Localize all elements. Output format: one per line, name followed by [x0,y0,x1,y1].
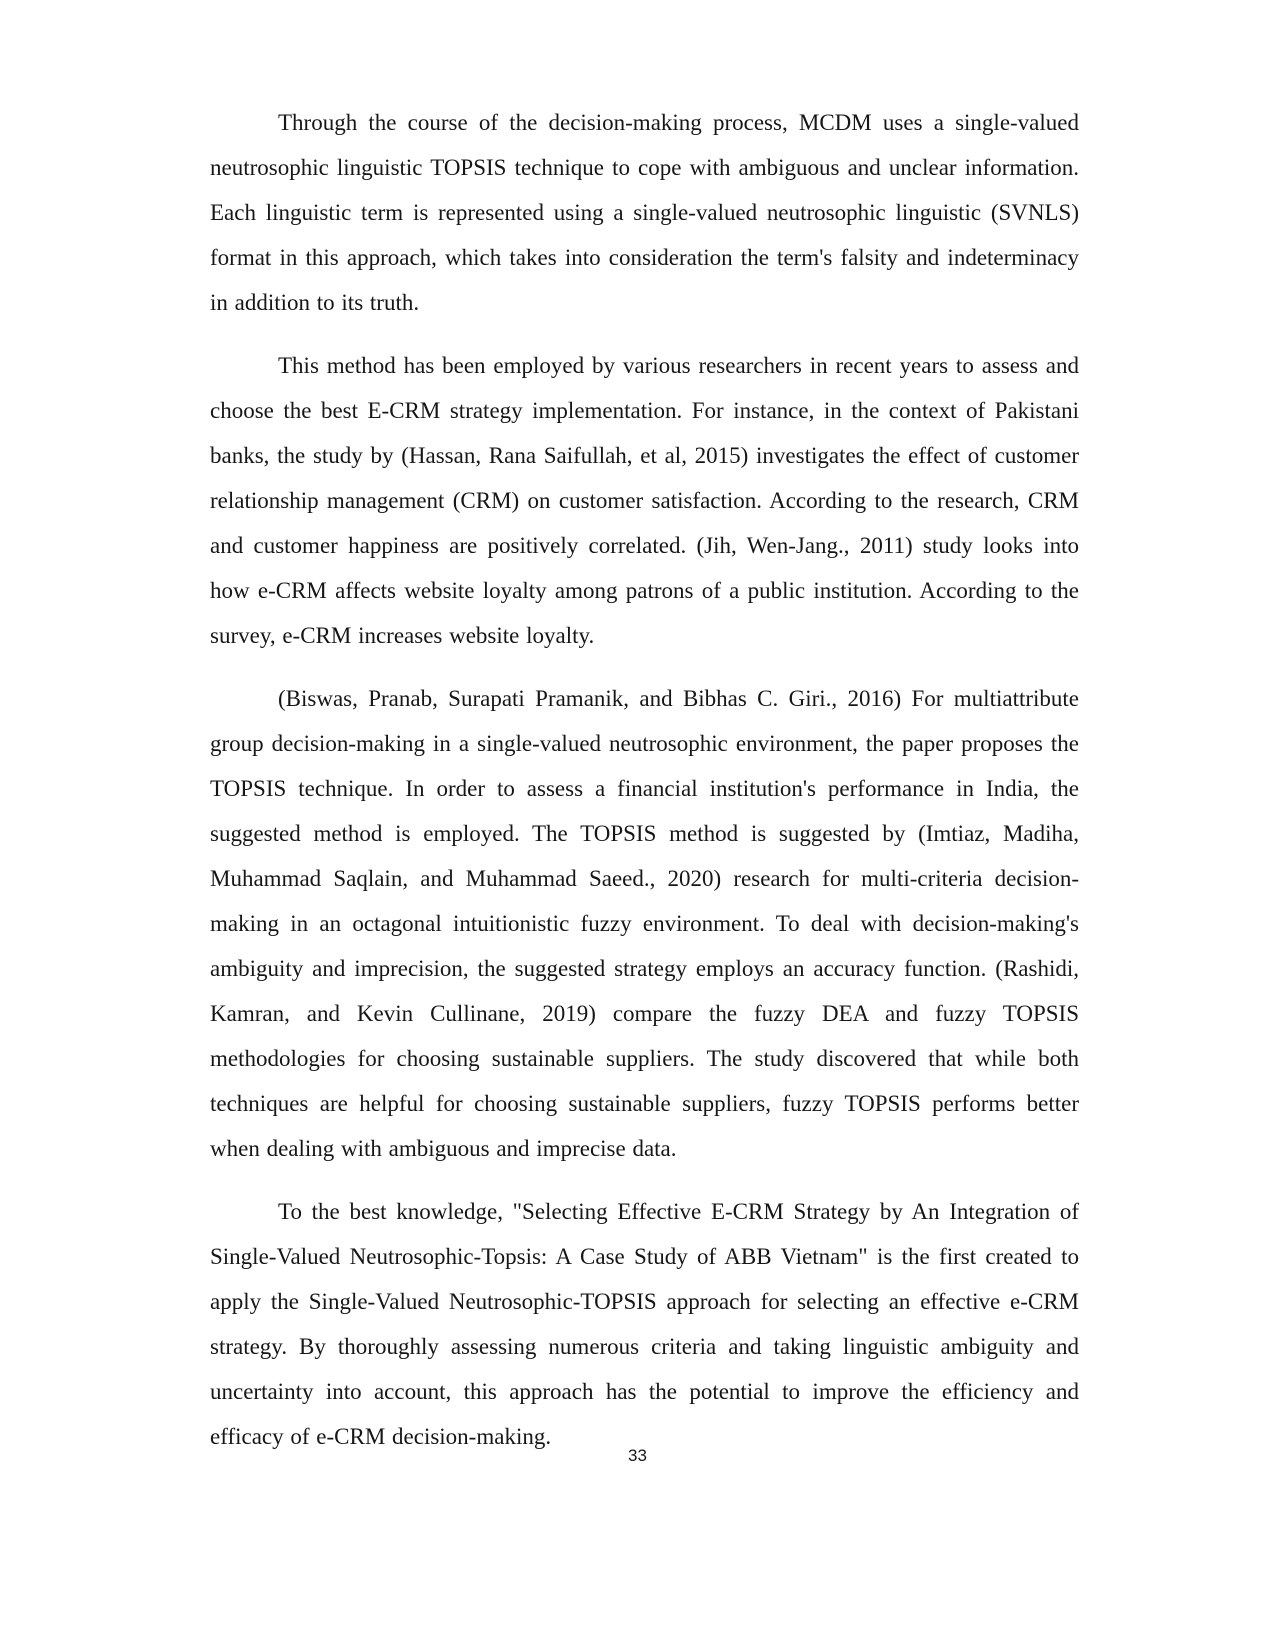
paragraph: Through the course of the decision-making process, MCDM uses a single-valued neutrosophic linguistic TOPSIS technique to cope with ambiguous and unclear information. Each linguistic term is represented using a single-valued neutrosophic linguistic (SVNLS) format in this approach, which takes into consideration the term's falsity and indeterminacy in addition to its truth. [210,110,1079,315]
page-number: 33 [628,1446,647,1465]
page-body [210,100,1079,1459]
paragraph: (Biswas, Pranab, Surapati Pramanik, and Bibhas C. Giri., 2016) For multiattribute group decision-making in a single-valued neutrosophic environment, the paper proposes the TOPSIS technique. In order to assess a financial institution's performance in India, the suggested method is employed. The TOPSIS method is suggested by (Imtiaz, Madiha, Muhammad Saqlain, and Muhammad Saeed., 2020) research for multi-criteria decision-making in an octagonal intuitionistic fuzzy environment. To deal with decision-making's ambiguity and imprecision, the suggested strategy employs an accuracy function. (Rashidi, Kamran, and Kevin Cullinane, 2019) compare the fuzzy DEA and fuzzy TOPSIS methodologies for choosing sustainable suppliers. The study discovered that while both techniques are helpful for choosing sustainable suppliers, fuzzy TOPSIS performs better when dealing with ambiguous and imprecise data. [210,686,1079,1161]
paragraph: This method has been employed by various researchers in recent years to assess and choose the best E-CRM strategy implementation. For instance, in the context of Pakistani banks, the study by (Hassan, Rana Saifullah, et al, 2015) investigates the effect of customer relationship management (CRM) on customer satisfaction. According to the research, CRM and customer happiness are positively correlated. (Jih, Wen-Jang., 2011) study looks into how e-CRM affects website loyalty among patrons of a public institution. According to the survey, e-CRM increases website loyalty. [210,353,1079,648]
paragraph: To the best knowledge, "Selecting Effective E-CRM Strategy by An Integration of Single-Valued Neutrosophic-Topsis: A Case Study of ABB Vietnam" is the first created to apply the Single-Valued Neutrosophic-TOPSIS approach for selecting an effective e-CRM strategy. By thoroughly assessing numerous criteria and taking linguistic ambiguity and uncertainty into account, this approach has the potential to improve the efficiency and efficacy of e-CRM decision-making. [210,1199,1079,1449]
